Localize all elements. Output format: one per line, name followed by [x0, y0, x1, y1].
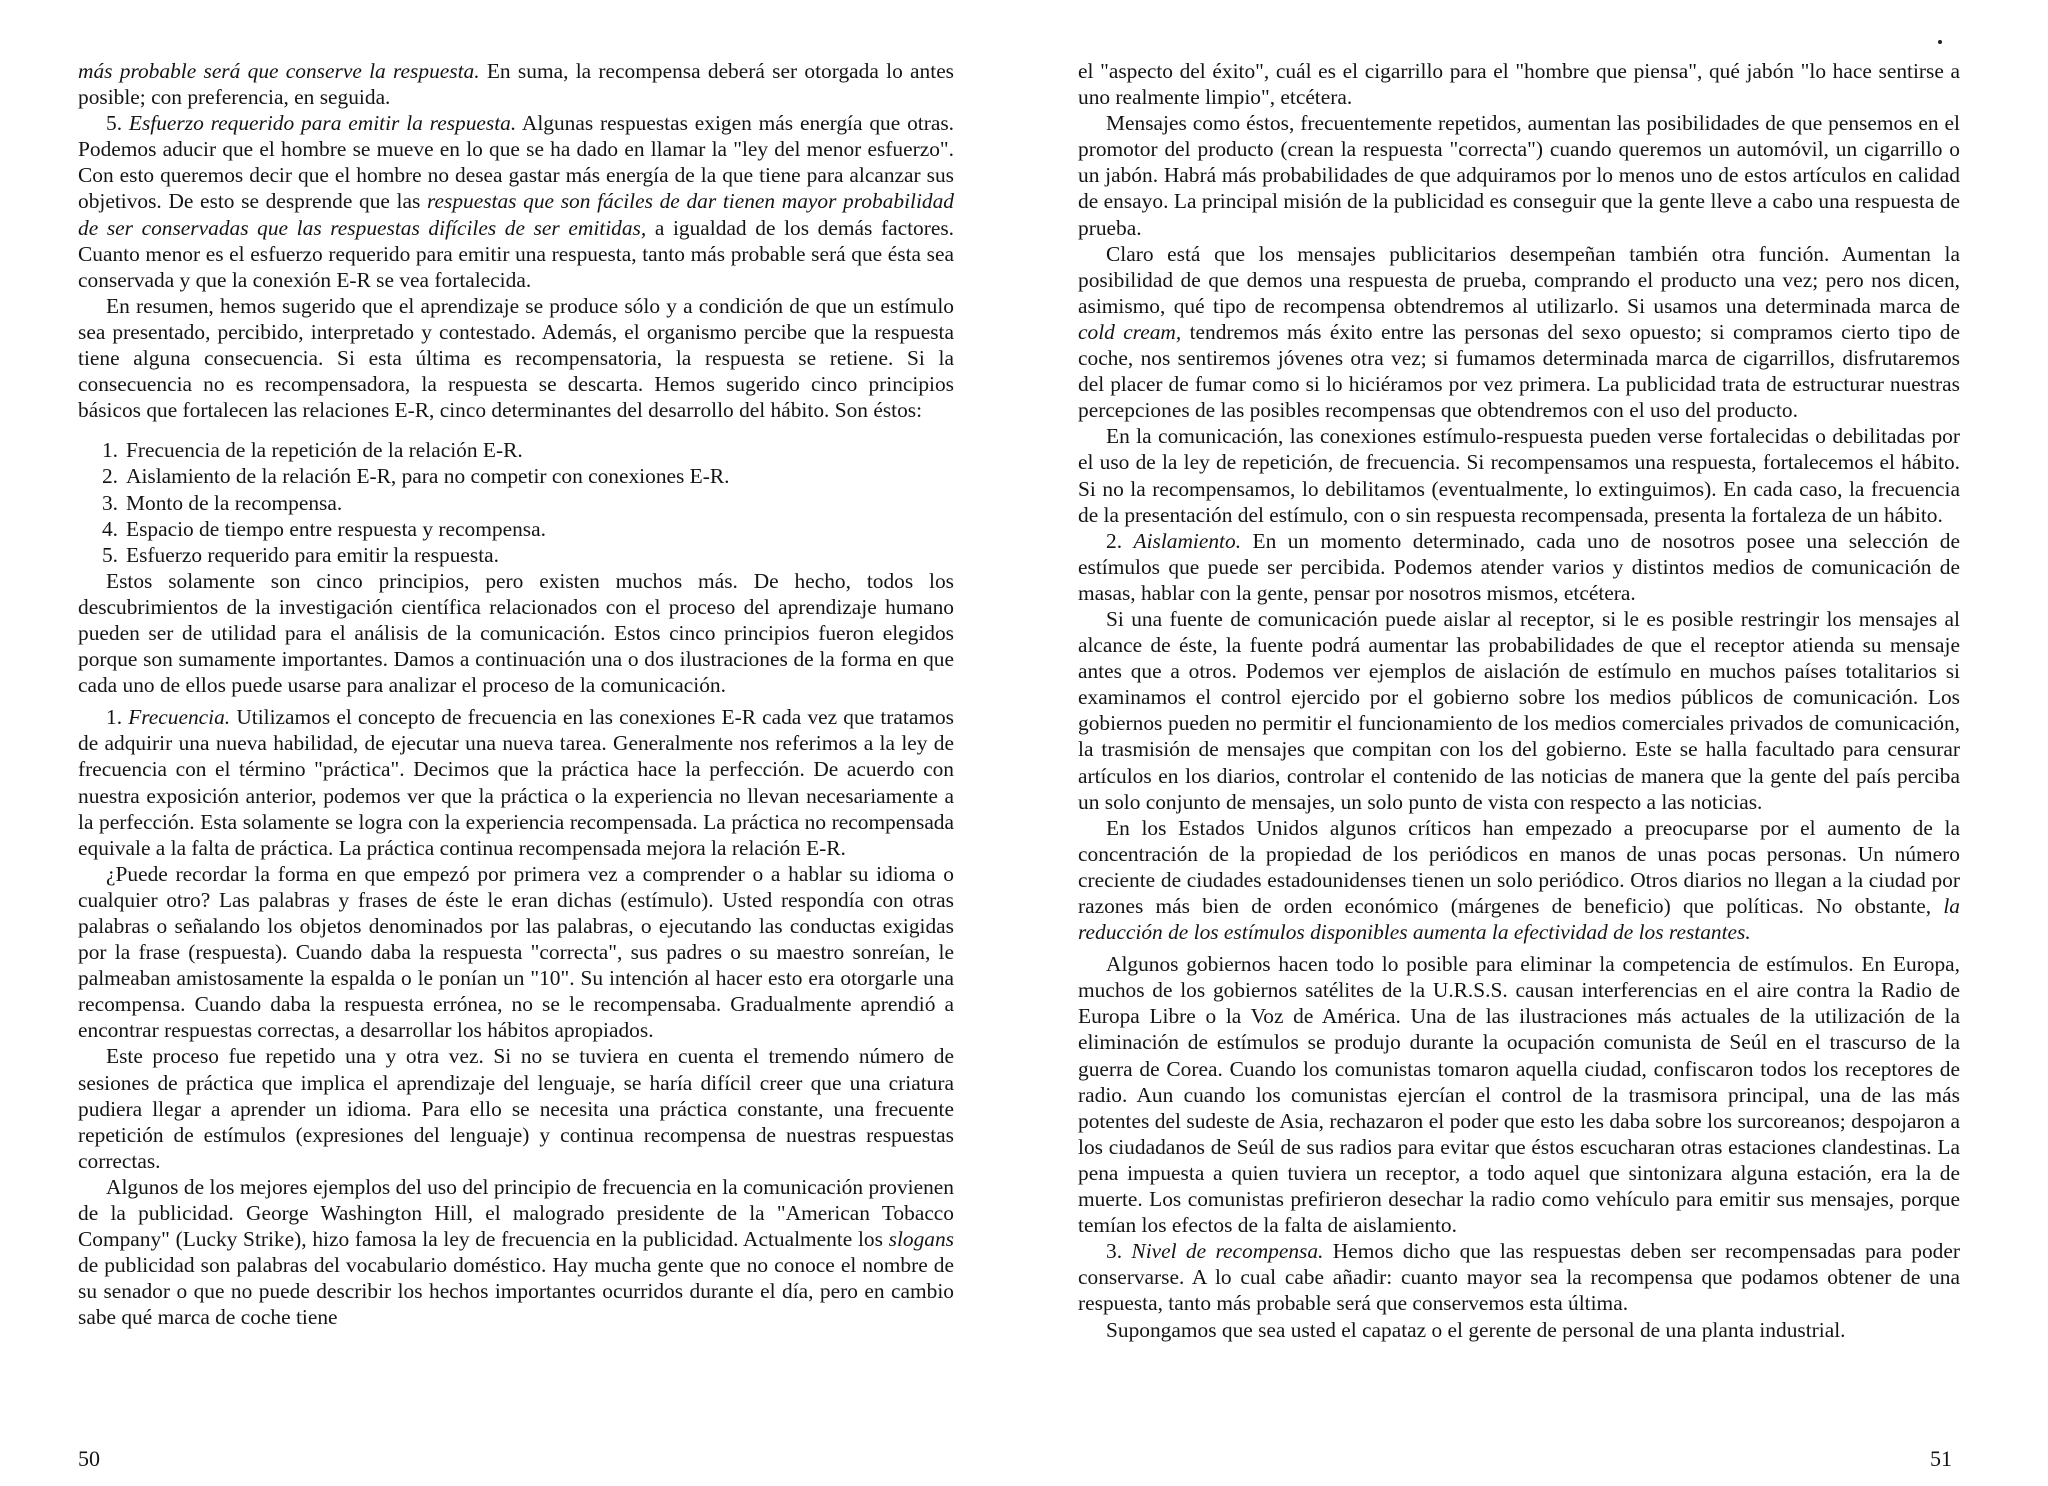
section-number: 3. — [1106, 1239, 1132, 1264]
list-text: Esfuerzo requerido para emitir la respuesta. — [126, 542, 499, 567]
paragraph — [78, 704, 954, 861]
list-number: 2. — [101, 464, 118, 489]
right-page — [1078, 58, 1960, 1343]
principles-list — [78, 437, 954, 567]
paragraph: ¿Puede recordar la forma en que empezó por primera vez a comprender o a hablar su idioma o cualquier otro? Las palabras y frases de éste le eran dichas (estímulo). Usted respondía con otras palabras o señalando los objetos denominados por las palabras, o ejecutando las conductas exigidas por la frase (respuesta). Cuando daba la respuesta "correcta", sus padres o su maestro sonreían, le palmeaban amistosamente la espalda o le ponían un "10". Su intención al hacer esto era otorgarle una recompensa. Cuando daba la respuesta errónea, no se le recompensaba. Gradualmente aprendió a encontrar respuestas correctas, a desarrollar los hábitos apropiados. — [78, 861, 954, 1043]
section-heading: Esfuerzo requerido para emitir la respuesta. — [128, 111, 517, 136]
paragraph: En la comunicación, las conexiones estímulo-respuesta pueden verse fortalecidas o debilitadas por el uso de la ley de repetición, de frecuencia. Si recompensamos una respuesta, fortalecemos el hábito. Si no la recompensamos, lo debilitamos (eventualmente, lo extinguimos). En cada caso, la frecuencia de la presentación del estímulo, con o sin respuesta recompensada, presenta la fortaleza de un hábito. — [1078, 424, 1960, 527]
page-number-left: 50 — [78, 1446, 100, 1471]
list-number: 4. — [101, 516, 118, 541]
list-text: Monto de la recompensa. — [126, 490, 343, 515]
paragraph: Estos solamente son cinco principios, pero existen muchos más. De hecho, todos los descubrimientos de la investigación científica relacionados con el proceso del aprendizaje humano pueden ser de utilidad para el análisis de la comunicación. Estos cinco principios fueron elegidos porque son sumamente importantes. Damos a continuación una o dos ilustraciones de la forma en que cada uno de ellos puede usarse para analizar el proceso de la comunicación. — [78, 568, 954, 698]
italic-phrase: respuestas que son fáciles de dar tienen mayor probabilidad de ser conservadas que las respuestas difíciles de ser emitidas, — [78, 189, 954, 240]
list-number: 1. — [101, 438, 118, 463]
italic-phrase: cold cream, — [1078, 319, 1182, 344]
list-item — [78, 542, 954, 568]
paragraph — [78, 1174, 954, 1331]
paragraph-text: En los Estados Unidos algunos críticos han empezado a preocuparse por el aumento de la concentración de la propiedad de los periódicos en manos de unas pocas personas. Un número creciente de ciudades estadounidenses tienen un solo periódico. Otros diarios no llegan a la ciudad por razones más bien de orden económico (márgenes de beneficio) que políticas. No obstante, — [1078, 815, 1960, 918]
paragraph — [78, 110, 954, 293]
paragraph-text: tendremos más éxito entre las personas del sexo opuesto; si compramos cierto tipo de coche, nos sentiremos jóvenes otra vez; si fumamos determinada marca de cigarrillos, disfrutaremos del placer de fumar como si lo hiciéramos por vez primera. La publicidad trata de estructurar nuestras percepciones de las posibles recompensas que obtendremos con el uso del producto. — [1078, 319, 1961, 423]
paragraph-text: En suma, la recompensa deberá ser otorgada lo antes posible; con preferencia, en seguida. — [78, 59, 955, 110]
list-item — [78, 463, 954, 489]
left-page — [78, 58, 954, 1331]
paragraph: Supongamos que sea usted el capataz o el gerente de personal de una planta industrial. — [1106, 1317, 1846, 1342]
paragraph-text: Algunas respuestas exigen más energía que otras. Podemos aducir que el hombre se mueve en lo que se ha dado en llamar la "ley del menor esfuerzo". Con esto queremos decir que el hombre no desea gastar más energía de la que tiene para alcanzar sus objetivos. De esto se desprende que las — [78, 111, 954, 214]
paragraph: Si una fuente de comunicación puede aislar al receptor, si le es posible restringir los mensajes al alcance de éste, la fuente podrá aumentar las probabilidades de que el receptor atienda su mensaje antes que a otros. Podemos ver ejemplos de aislación de estímulo en muchos países totalitarios si examinamos el control ejercido por el gobierno sobre los medios públicos de comunicación. Los gobiernos pueden no permitir el funcionamiento de los medios comerciales privados de comunicación, la trasmisión de mensajes que compitan con los del gobierno. Este se halla facultado para censurar artículos en los diarios, controlar el contenido de las noticias de manera que la gente del país perciba un solo conjunto de mensajes, un solo punto de vista con respecto a las noticias. — [1078, 606, 1960, 814]
list-text: Aislamiento de la relación E-R, para no competir con conexiones E-R. — [126, 464, 730, 489]
italic-phrase: slogans — [888, 1227, 954, 1252]
section-number: 1. — [106, 705, 129, 730]
list-number: 3. — [101, 490, 118, 515]
paragraph — [1078, 815, 1960, 945]
paragraph-text: En un momento determinado, cada uno de nosotros posee una selección de estímulos que puede ser percibida. Podemos atender varios y distintos medios de comunicación de masas, hablar con la gente, pensar por nosotros mismos, etcétera. — [1078, 528, 1960, 605]
paragraph-text: Algunos de los mejores ejemplos del uso del principio de frecuencia en la comunicación provienen de la publicidad. George Washington Hill, el malogrado presidente de la "American Tobacco Company" (Lucky Strike), hizo famosa la ley de frecuencia en la publicidad. Actualmente los — [78, 1174, 954, 1252]
paragraph — [1078, 241, 1960, 424]
paragraph: Mensajes como éstos, frecuentemente repetidos, aumentan las posibilidades de que pensemos en el promotor del producto (crean la respuesta "correcta") cuando queremos un automóvil, un cigarrillo o un jabón. Habrá más probabilidades de que adquiramos por lo menos uno de estos artículos en calidad de ensayo. La principal misión de la publicidad es conseguir que la gente lleve a cabo una respuesta de prueba. — [1078, 111, 1960, 240]
list-item — [78, 516, 954, 542]
paragraph-text: a igualdad de los demás factores. Cuanto menor es el esfuerzo requerido para emitir una respuesta, tanto más probable será que ésta sea conservada y que la conexión E-R se vea fortalecida. — [78, 215, 954, 292]
section-number: 5. — [106, 111, 129, 136]
list-text: Espacio de tiempo entre respuesta y recompensa. — [126, 516, 546, 541]
paragraph-text: Utilizamos el concepto de frecuencia en las conexiones E-R cada vez que tratamos de adquirir una nueva habilidad, de ejecutar una nueva tarea. Generalmente nos referimos a la ley de frecuencia con el término "práctica". Decimos que la práctica hace la perfección. De acuerdo con nuestra exposición anterior, podemos ver que la práctica o la experiencia no llevan necesariamente a la perfección. Esta solamente se logra con la experiencia recompensada. La práctica no recompensada equivale a la falta de práctica. La práctica continua recompensada mejora la relación E-R. — [78, 705, 954, 860]
list-text: Frecuencia de la repetición de la relación E-R. — [126, 438, 523, 463]
ink-speck — [1938, 40, 1942, 44]
section-heading: Frecuencia. — [128, 705, 231, 730]
paragraph-text: Claro está que los mensajes publicitarios desempeñan también otra función. Aumentan la posibilidad de que demos una respuesta de prueba, comprando el producto una vez; pero nos dicen, asimismo, qué tipo de recompensa obtendremos al utilizarlo. Si usamos una determinada marca de — [1078, 241, 1960, 318]
list-number: 5. — [101, 542, 118, 567]
section-heading: Aislamiento. — [1133, 528, 1242, 553]
italic-phrase: más probable será que conserve la respuesta. — [78, 59, 480, 83]
paragraph: Este proceso fue repetido una y otra vez. Si no se tuviera en cuenta el tremendo número de sesiones de práctica que implica el aprendizaje del lenguaje, se haría difícil creer que una criatura pudiera llegar a aprender un idioma. Para ello se necesita una práctica constante, una frecuente repetición de estímulos (expresiones del lenguaje) y continua recompensa de nuestras respuestas correctas. — [78, 1044, 954, 1173]
italic-phrase: la reducción de los estímulos disponibles aumenta la efectividad de los restantes. — [1078, 894, 1960, 945]
page-number-right: 51 — [1930, 1446, 1952, 1471]
paragraph: el "aspecto del éxito", cuál es el cigarrillo para el "hombre que piensa", qué jabón "lo hace sentirse a uno realmente limpio", etcétera. — [1078, 59, 1960, 110]
paragraph: En resumen, hemos sugerido que el aprendizaje se produce sólo y a condición de que un estímulo sea presentado, percibido, interpretado y contestado. Además, el organismo percibe que la respuesta tiene alguna consecuencia. Si esta última es recompensatoria, la respuesta se retiene. Si la consecuencia no es recompensadora, la respuesta se descarta. Hemos sugerido cinco principios básicos que fortalecen las relaciones E-R, cinco determinantes del desarrollo del hábito. Son éstos: — [78, 293, 954, 423]
section-heading: Nivel de recompensa. — [1131, 1239, 1324, 1264]
paragraph — [1078, 528, 1960, 606]
section-number: 2. — [1106, 528, 1134, 553]
list-item — [78, 490, 954, 516]
paragraph-text: Hemos dicho que las respuestas deben ser recompensadas para poder conservarse. A lo cual cabe añadir: cuanto mayor sea la recompensa que podamos obtener de una respuesta, tanto más probable será que conservemos esta última. — [1078, 1239, 1960, 1316]
paragraph: Algunos gobiernos hacen todo lo posible para eliminar la competencia de estímulos. En Europa, muchos de los gobiernos satélites de la U.R.S.S. causan interferencias en el aire contra la Radio de Europa Libre o la Voz de América. Una de las ilustraciones más actuales de la utilización de la eliminación de estímulos se produjo durante la ocupación comunista de Seúl en el trascurso de la guerra de Corea. Cuando los comunistas tomaron aquella ciudad, confiscaron todos los receptores de radio. Aun cuando los comunistas ejercían el control de la trasmisora principal, una de las más potentes del sudeste de Asia, rechazaron el poder que esto les daba sobre los surcoreanos; despojaron a los ciudadanos de Seúl de sus radios para evitar que éstos escucharan otras estaciones clandestinas. La pena impuesta a quien tuviera un receptor, a todo aquel que sintonizara alguna estación, era la de muerte. Los comunistas prefirieron desechar la radio como vehículo para emitir sus mensajes, porque temían los efectos de la falta de aislamiento. — [1078, 952, 1960, 1238]
paragraph-text: de publicidad son palabras del vocabulario doméstico. Hay mucha gente que no conoce el nombre de su senador o que no puede describir los hechos importantes ocurridos durante el día, pero en cambio sabe qué marca de coche tiene — [78, 1253, 954, 1330]
paragraph — [1078, 1238, 1960, 1316]
list-item — [78, 437, 954, 463]
paragraph — [78, 58, 954, 110]
